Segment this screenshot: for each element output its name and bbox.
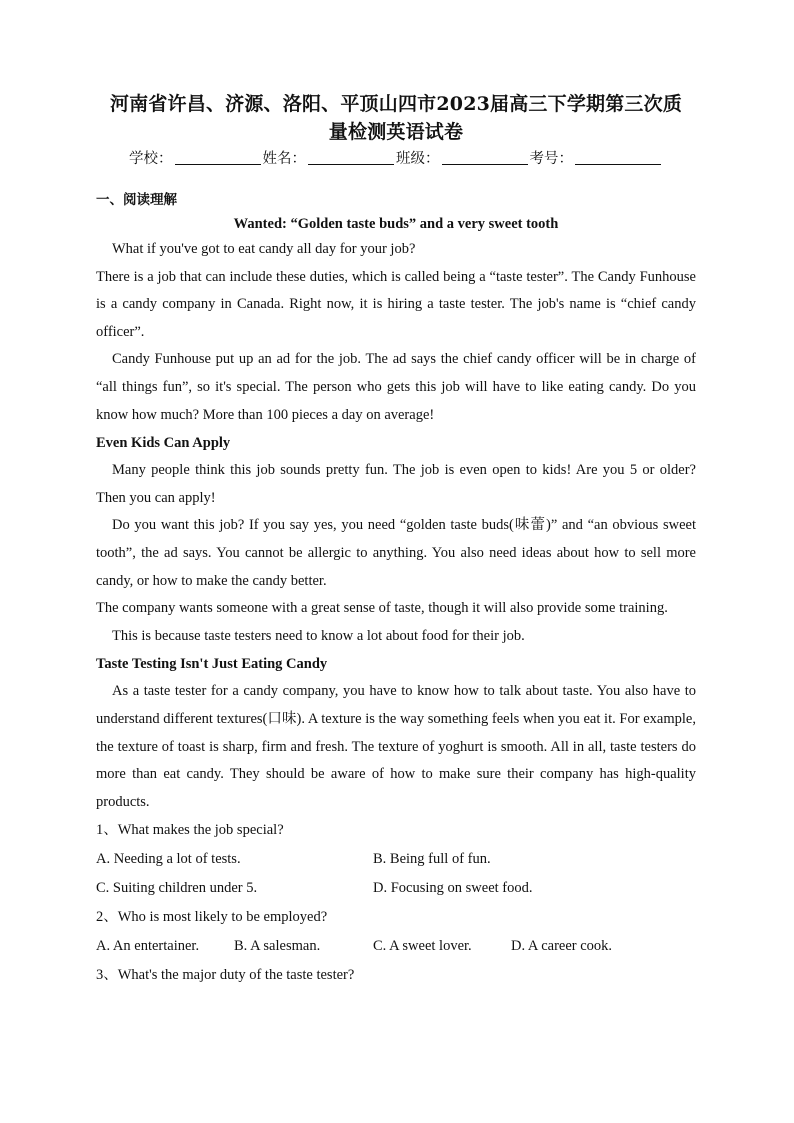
number-label: 考号： [529, 151, 573, 167]
paragraph-2: There is a job that can include these duties, which is called being a “taste tester”. The Candy Funhouse is a candy company in Canada. Right now, it is hiring a taste tester. The job's name is “chief candy officer”. [96, 268, 696, 340]
exam-page [96, 90, 696, 990]
question-1-option-b[interactable]: B. Being full of fun. [373, 851, 491, 868]
class-label: 班级： [396, 151, 440, 167]
question-2-option-a[interactable]: A. An entertainer. [96, 938, 200, 955]
question-1-options-row1 [96, 845, 696, 874]
question-1-option-a[interactable]: A. Needing a lot of tests. [96, 851, 241, 868]
name-blank[interactable] [308, 150, 394, 165]
school-label: 学校： [129, 151, 173, 167]
question-2-option-d[interactable]: D. A career cook. [511, 938, 613, 955]
paragraph-8: As a taste tester for a candy company, you have to know how to talk about taste. You also have to understand different textures(口味). A texture is the way something feels when you eat it. For example, the texture of toast is sharp, firm and fresh. The texture of yoghurt is smooth. All in all, taste testers do more than eat candy. They should be aware of how to make sure their company has high-quality products. [96, 683, 696, 810]
class-blank[interactable] [442, 150, 528, 165]
question-2-options-row [96, 932, 696, 961]
number-blank[interactable] [575, 150, 661, 165]
question-1-option-c[interactable]: C. Suiting children under 5. [96, 880, 258, 897]
subheading-kids: Even Kids Can Apply [96, 435, 231, 452]
question-2-stem: 2、Who is most likely to be employed? [96, 909, 328, 926]
student-info-line [96, 148, 696, 170]
name-label: 姓名： [262, 151, 306, 167]
question-1-option-d[interactable]: D. Focusing on sweet food. [373, 880, 533, 897]
paragraph-1: What if you've got to eat candy all day for your job? [112, 241, 416, 257]
paragraph-6: The company wants someone with a great sense of taste, though it will also provide some training. [96, 600, 668, 617]
exam-title-line2: 量检测英语试卷 [328, 121, 464, 143]
passage-title: Wanted: “Golden taste buds” and a very sweet tooth [233, 216, 559, 232]
school-blank[interactable] [175, 150, 261, 165]
question-3-stem: 3、What's the major duty of the taste tester? [96, 967, 355, 984]
exam-title-line1: 河南省许昌、济源、洛阳、平顶山四市2023届高三下学期第三次质 [109, 93, 683, 115]
subheading-taste: Taste Testing Isn't Just Eating Candy [96, 656, 328, 673]
question-2-option-b[interactable]: B. A salesman. [234, 938, 321, 955]
question-1-stem: 1、What makes the job special? [96, 822, 284, 839]
question-2-option-c[interactable]: C. A sweet lover. [373, 938, 472, 955]
question-1-options-row2 [96, 874, 696, 903]
paragraph-3: Candy Funhouse put up an ad for the job. The ad says the chief candy officer will be in charge of “all things fun”, so it's special. The person who gets this job will have to like eating candy. Do you know how much? More than 100 pieces a day on average! [96, 351, 696, 423]
paragraph-7: This is because taste testers need to know a lot about food for their job. [112, 627, 525, 644]
paragraph-5: Do you want this job? If you say yes, you need “golden taste buds(味蕾)” and “an obvious sweet tooth”, the ad says. You cannot be allergic to anything. You also need ideas about how to sell more candy, or how to make the candy better. [96, 517, 696, 589]
section-heading: 一、阅读理解 [96, 192, 177, 208]
paragraph-4: Many people think this job sounds pretty fun. The job is even open to kids! Are you 5 or older? Then you can apply! [96, 462, 696, 506]
exam-title [96, 90, 696, 146]
